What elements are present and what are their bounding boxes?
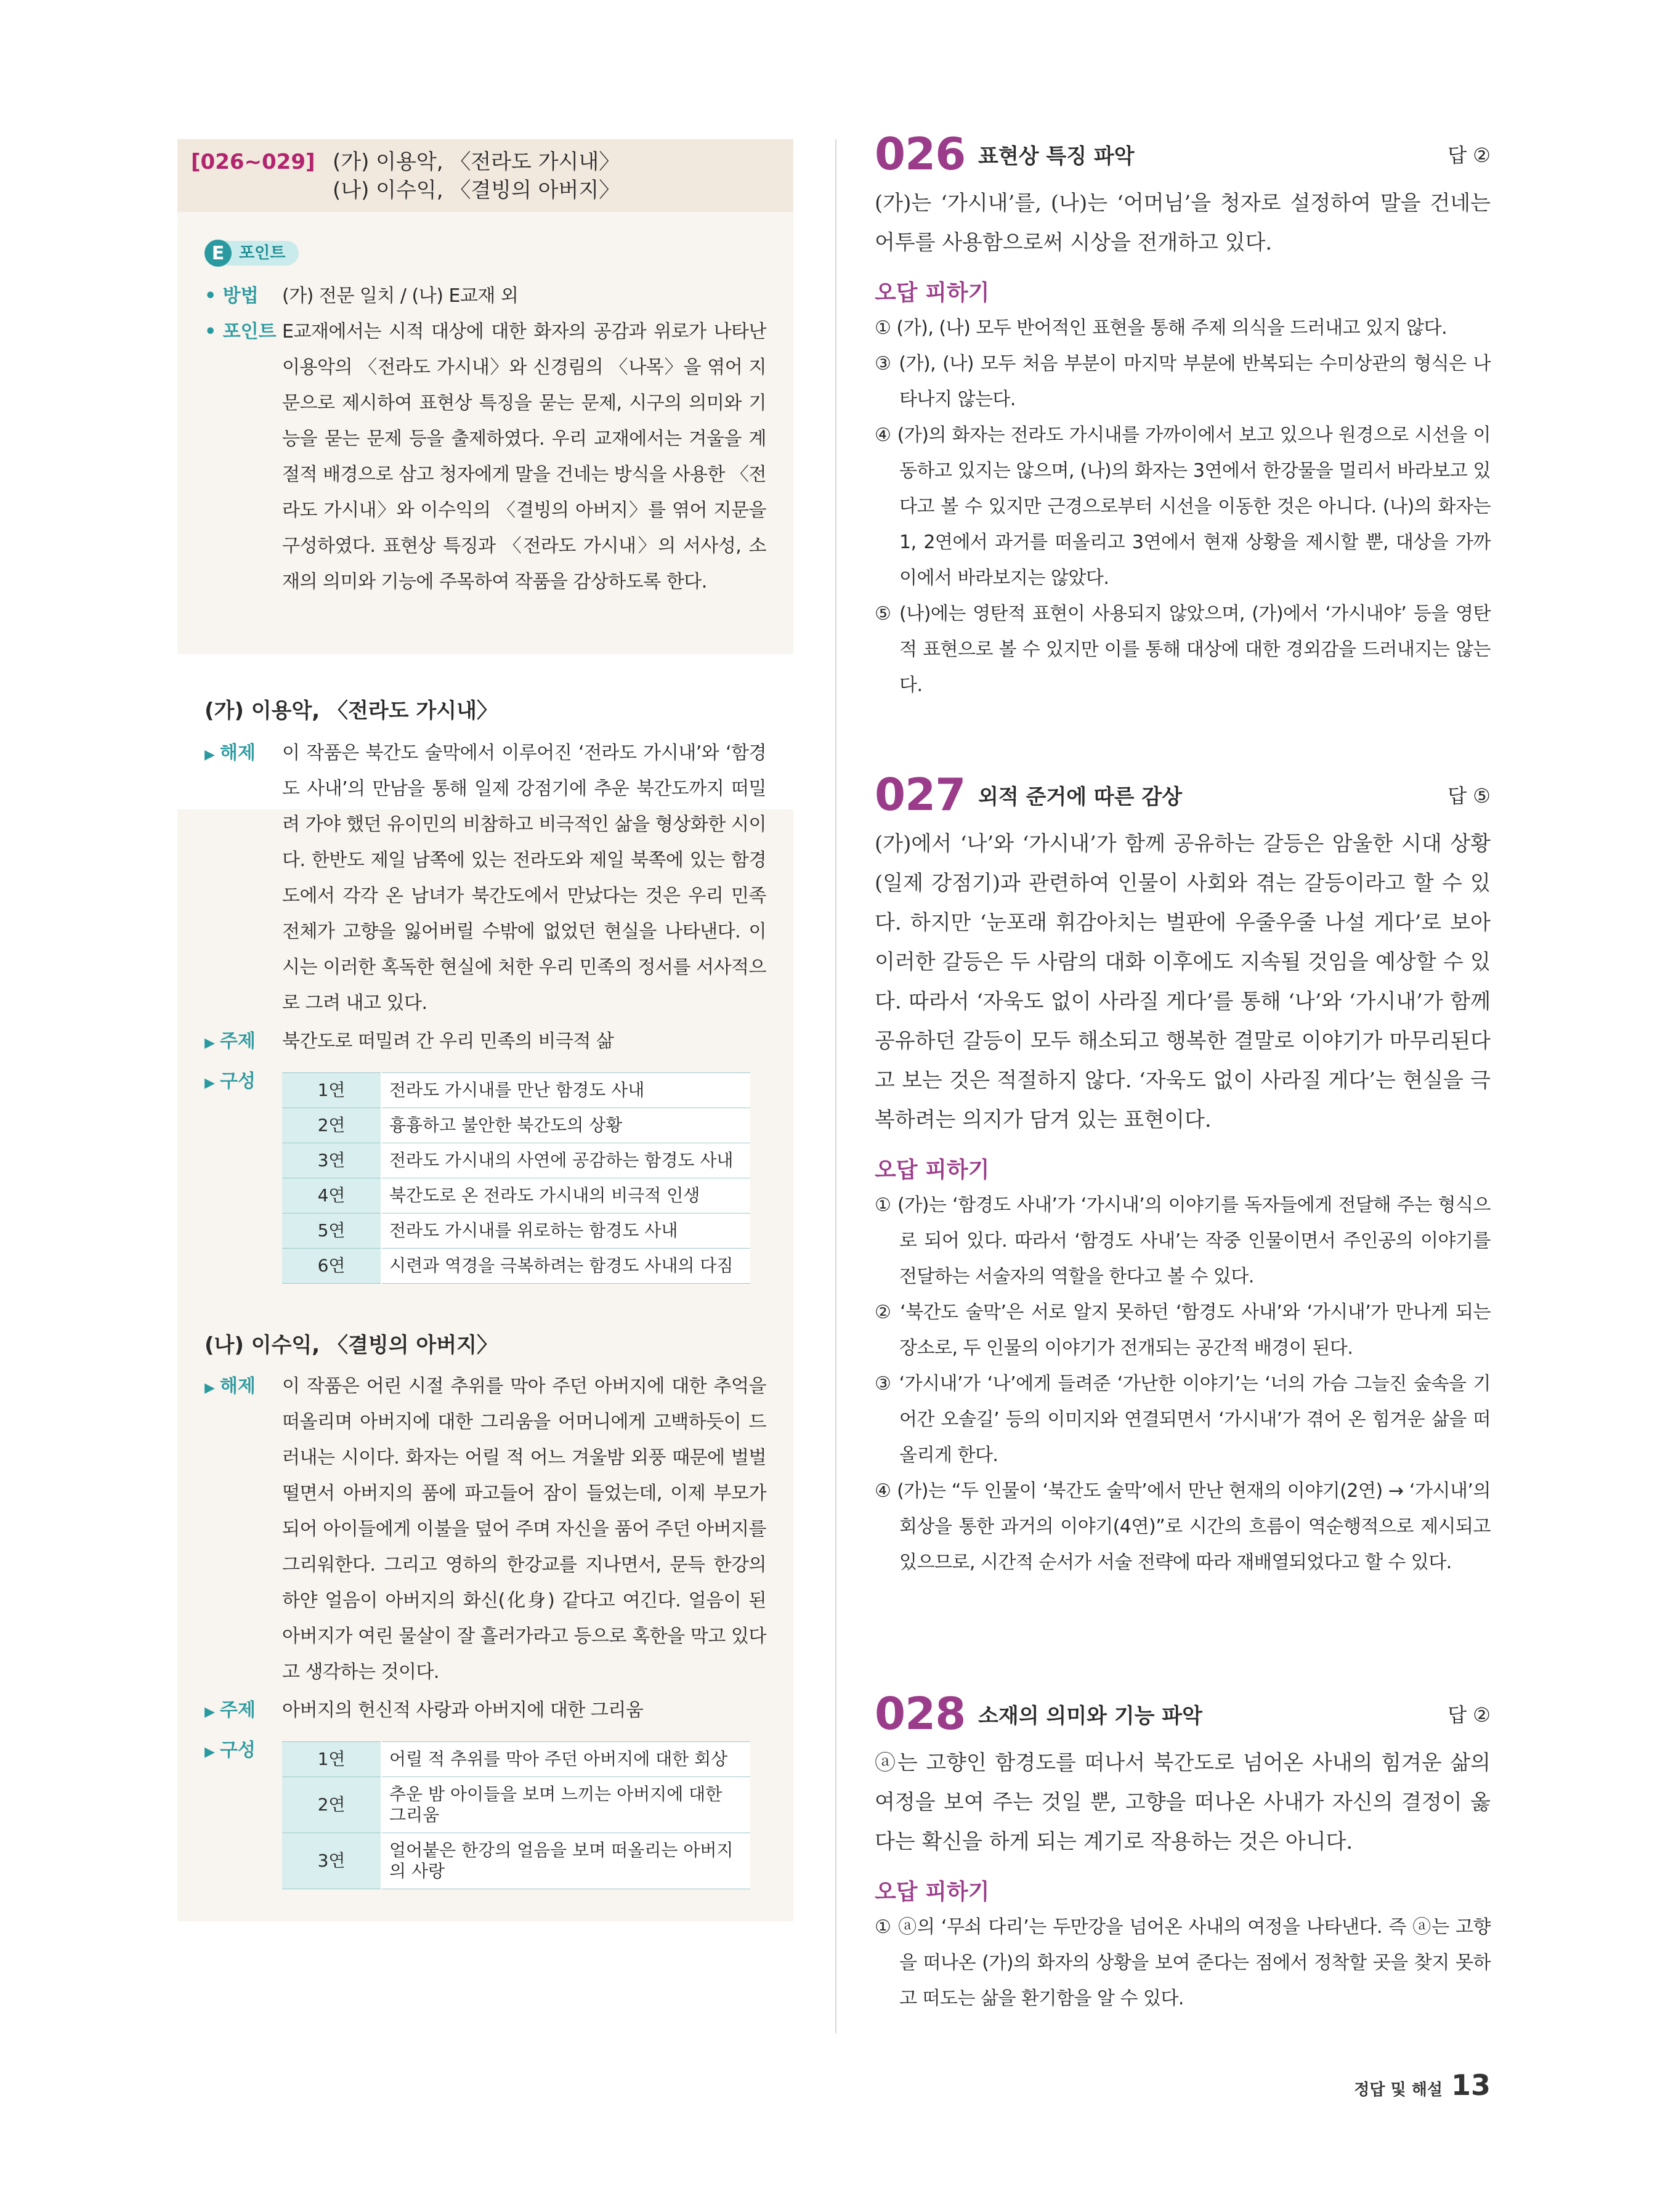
column-divider (835, 139, 836, 2033)
poem-b-structure-table (282, 1741, 750, 1889)
list-item: ③ ‘가시내’가 ‘나’에게 들려준 ‘가난한 이야기’는 ‘너의 가슴 그늘진 숲속을 기어간 오솔길’ 등의 이미지와 연결되면서 ‘가시내’가 겪어 온 힘겨운 삶을 떠올리게 한다. (875, 1373, 1491, 1466)
poem-a-theme-row (204, 1024, 766, 1061)
footer-label: 정답 및 해설 (1354, 2081, 1443, 2099)
point-row (204, 314, 766, 600)
poem-a-haeje-text: 이 작품은 북간도 술막에서 이루어진 ‘전라도 가시내’와 ‘함경도 사내’의 만남을 통해 일제 강점기에 추운 북간도까지 떠밀려 가야 했던 유이민의 비참하고 비극적인 삶을 형상화한 시이다. 한반도 제일 남쪽에 있는 전라도와 제일 북쪽에 있는 함경도에서 각각 온 남녀가 북간도에서 만났다는 것은 우리 민족 전체가 고향을 잃어버릴 수밖에 없었던 현실을 나타낸다. 이 시는 이러한 혹독한 현실에 처한 우리 민족의 정서를 서사적으로 그려 내고 있다. (282, 742, 766, 1014)
poem-b-haeje-text: 이 작품은 어린 시절 추위를 막아 주던 아버지에 대한 추억을 떠올리며 아버지에 대한 그리움을 어머니에게 고백하듯이 드러내는 시이다. 화자는 어릴 적 어느 겨울밤 외풍 때문에 벌벌 떨면서 아버지의 품에 파고들어 잠이 들었는데, 이제 부모가 되어 아이들에게 이불을 덮어 주며 자신을 품어 주던 아버지를 그리워한다. 그리고 영하의 한강교를 지나면서, 문득 한강의 하얀 얼음이 아버지의 화신(化身) 같다고 여긴다. 얼음이 된 아버지가 여린 물살이 잘 흘러가라고 등으로 혹한을 막고 있다고 생각하는 것이다. (282, 1375, 766, 1683)
poem-b-structure-label: 구성 (219, 1740, 256, 1761)
question-number: 027 (875, 769, 966, 820)
point-badge-label: 포인트 (222, 241, 299, 265)
question-number: 028 (875, 1688, 966, 1740)
triangle-bullet-icon: ▶ (204, 1035, 215, 1051)
list-item: ④ (가)는 “두 인물이 ‘북간도 술막’에서 만난 현재의 이야기(2연) → ‘가시내’의 회상을 통한 과거의 이야기(4연)”로 시간의 흐름이 역순행적으로 제시되고 있으므로, 시간적 순서가 서술 전략에 따라 재배열되었다고 할 수 있다. (875, 1480, 1491, 1573)
table-row: 5연 전라도 가시내를 위로하는 함경도 사내 (282, 1213, 750, 1249)
triangle-bullet-icon: ▶ (204, 1704, 215, 1720)
method-row (204, 278, 766, 314)
wrong-answer-heading: 오답 피하기 (875, 1157, 990, 1183)
point-badge (204, 239, 793, 267)
triangle-bullet-icon: ▶ (204, 1076, 215, 1091)
question-range-tag: [026~029] (191, 150, 315, 174)
list-item: ① (가)는 ‘함경도 사내’가 ‘가시내’의 이야기를 독자들에게 전달해 주는 형식으로 되어 있다. 따라서 ‘함경도 사내’는 작중 인물이면서 주인공의 이야기를 전달하는 서술자의 역할을 한다고 볼 수 있다. (875, 1194, 1491, 1287)
triangle-bullet-icon: ▶ (204, 747, 215, 763)
e-logo-icon: E (204, 240, 232, 267)
triangle-bullet-icon: ▶ (204, 1380, 215, 1396)
page-footer (1354, 2068, 1491, 2102)
poem-a-title: (가) 이용악, 〈전라도 가시내〉 (204, 699, 498, 723)
poem-a-structure-row (204, 1064, 766, 1284)
poem-a-structure-label: 구성 (219, 1071, 256, 1092)
poem-a-haeje-label: 해제 (219, 742, 256, 764)
table-row: 4연 북간도로 온 전라도 가시내의 비극적 인생 (282, 1178, 750, 1213)
answer-027 (875, 770, 1491, 1581)
list-item: ④ (가)의 화자는 전라도 가시내를 가까이에서 보고 있으나 원경으로 시선을 이동하고 있지는 않으며, (나)의 화자는 3연에서 한강물을 멀리서 바라보고 있다고 볼 수 있지만 근경으로부터 시선을 이동한 것은 아니다. (나)의 화자는 1, 2연에서 과거를 떠올리고 3연에서 현재 상황을 제시할 뿐, 대상을 가까이에서 바라보지는 않았다. (875, 424, 1491, 589)
answer-026 (875, 129, 1491, 703)
poem-b-theme-row (204, 1693, 766, 1730)
list-item: ① ⓐ의 ‘무쇠 다리’는 두만강을 넘어온 사내의 여정을 나타낸다. 즉 ⓐ는 고향을 떠나온 (가)의 화자의 상황을 보여 준다는 점에서 정착할 곳을 찾지 못하고 떠도는 삶을 환기함을 알 수 있다. (875, 1916, 1491, 2009)
poem-b-haeje-label: 해제 (219, 1375, 256, 1397)
method-label: • 방법 (204, 285, 259, 307)
question-title: 외적 준거에 따른 감상 (978, 784, 1183, 809)
poem-a-haeje-row (204, 735, 766, 1021)
wrong-answer-heading: 오답 피하기 (875, 280, 990, 306)
point-label: • 포인트 (204, 321, 277, 342)
poem-a-theme-text: 북간도로 떠밀려 간 우리 민족의 비극적 삶 (282, 1031, 614, 1052)
question-number: 026 (875, 128, 966, 180)
triangle-bullet-icon: ▶ (204, 1744, 215, 1760)
answer-028 (875, 1689, 1491, 2017)
passage-title-b: (나) 이수익, 〈결빙의 아버지〉 (333, 178, 620, 203)
wrong-answer-list (875, 1188, 1491, 1581)
poem-b-theme-text: 아버지의 헌신적 사랑과 아버지에 대한 그리움 (282, 1700, 644, 1721)
table-row: 2연 흉흉하고 불안한 북간도의 상황 (282, 1108, 750, 1143)
poem-b-haeje-row (204, 1369, 766, 1690)
wrong-answer-heading: 오답 피하기 (875, 1879, 990, 1905)
wrong-answer-list (875, 310, 1491, 703)
table-row: 1연 전라도 가시내를 만난 함경도 사내 (282, 1073, 750, 1108)
table-row: 1연 어릴 적 추위를 막아 주던 아버지에 대한 회상 (282, 1742, 750, 1777)
list-item: ⑤ (나)에는 영탄적 표현이 사용되지 않았으며, (가)에서 ‘가시내야’ 등을 영탄적 표현으로 볼 수 있지만 이를 통해 대상에 대한 경외감을 드러내지는 않는다. (875, 603, 1491, 696)
list-item: ① (가), (나) 모두 반어적인 표현을 통해 주제 의식을 드러내고 있지 않다. (875, 317, 1447, 339)
method-text: (가) 전문 일치 / (나) E교재 외 (282, 285, 519, 307)
list-item: ② ‘북간도 술막’은 서로 알지 못하던 ‘함경도 사내’와 ‘가시내’가 만나게 되는 장소로, 두 인물의 이야기가 전개되는 공간적 배경이 된다. (875, 1302, 1491, 1359)
table-row: 3연 얼어붙은 한강의 얼음을 보며 떠올리는 아버지의 사랑 (282, 1833, 750, 1889)
table-row: 3연 전라도 가시내의 사연에 공감하는 함경도 사내 (282, 1143, 750, 1178)
poem-b-title: (나) 이수익, 〈결빙의 아버지〉 (204, 1333, 498, 1358)
point-text: E교재에서는 시적 대상에 대한 화자의 공감과 위로가 나타난 이용악의 〈전라도 가시내〉와 신경림의 〈나목〉을 엮어 지문으로 제시하여 표현상 특징을 묻는 문제, 시구의 의미와 기능을 묻는 문제 등을 출제하였다. 우리 교재에서는 겨울을 계절적 배경으로 삼고 청자에게 말을 건네는 방식을 사용한 〈전라도 가시내〉와 이수익의 〈결빙의 아버지〉를 엮어 지문을 구성하였다. 표현상 특징과 〈전라도 가시내〉의 서사성, 소재의 의미와 기능에 주목하여 작품을 감상하도록 한다. (282, 321, 766, 593)
table-row: 2연 추운 밤 아이들을 보며 느끼는 아버지에 대한 그리움 (282, 1777, 750, 1833)
list-item: ③ (가), (나) 모두 처음 부분이 마지막 부분에 반복되는 수미상관의 형식은 나타나지 않는다. (875, 353, 1491, 410)
left-column (177, 139, 793, 1921)
poem-b-structure-row (204, 1733, 766, 1889)
poem-b-theme-label: 주제 (219, 1700, 256, 1721)
wrong-answer-list (875, 1910, 1491, 2017)
passage-title-a: (가) 이용악, 〈전라도 가시내〉 (333, 150, 620, 174)
question-title: 소재의 의미와 기능 파악 (978, 1703, 1202, 1728)
explanation-text: (가)는 ‘가시내’를, (나)는 ‘어머님’을 청자로 설정하여 말을 건네는 어투를 사용함으로써 시상을 전개하고 있다. (875, 191, 1491, 255)
page-number: 13 (1451, 2068, 1491, 2102)
answer-label: 답 ② (1447, 1703, 1491, 1727)
table-row: 6연 시련과 역경을 극복하려는 함경도 사내의 다짐 (282, 1249, 750, 1284)
poem-a-structure-table (282, 1072, 750, 1284)
poem-a-theme-label: 주제 (219, 1031, 256, 1052)
question-title: 표현상 특징 파악 (978, 144, 1135, 169)
answer-label: 답 ⑤ (1447, 784, 1491, 808)
explanation-text: (가)에서 ‘나’와 ‘가시내’가 함께 공유하는 갈등은 암울한 시대 상황(일제 강점기)과 관련하여 인물이 사회와 겪는 갈등이라고 할 수 있다. 하지만 ‘눈포래 휘감아치는 벌판에 우줄우줄 나설 게다’로 보아 이러한 갈등은 두 사람의 대화 이후에도 지속될 것임을 예상할 수 있다. 따라서 ‘자욱도 없이 사라질 게다’를 통해 ‘나’와 ‘가시내’가 함께 공유하던 갈등이 모두 해소되고 행복한 결말로 이야기가 마무리된다고 보는 것은 적절하지 않다. ‘자욱도 없이 사라질 게다’는 현실을 극복하려는 의지가 담겨 있는 표현이다. (875, 832, 1491, 1132)
explanation-text: ⓐ는 고향인 함경도를 떠나서 북간도로 넘어온 사내의 힘겨운 삶의 여정을 보여 주는 것일 뿐, 고향을 떠나온 사내가 자신의 결정이 옳다는 확신을 하게 되는 계기로 작용하는 것은 아니다. (875, 1751, 1491, 1854)
answer-label: 답 ② (1447, 144, 1491, 167)
passage-header (177, 139, 793, 212)
